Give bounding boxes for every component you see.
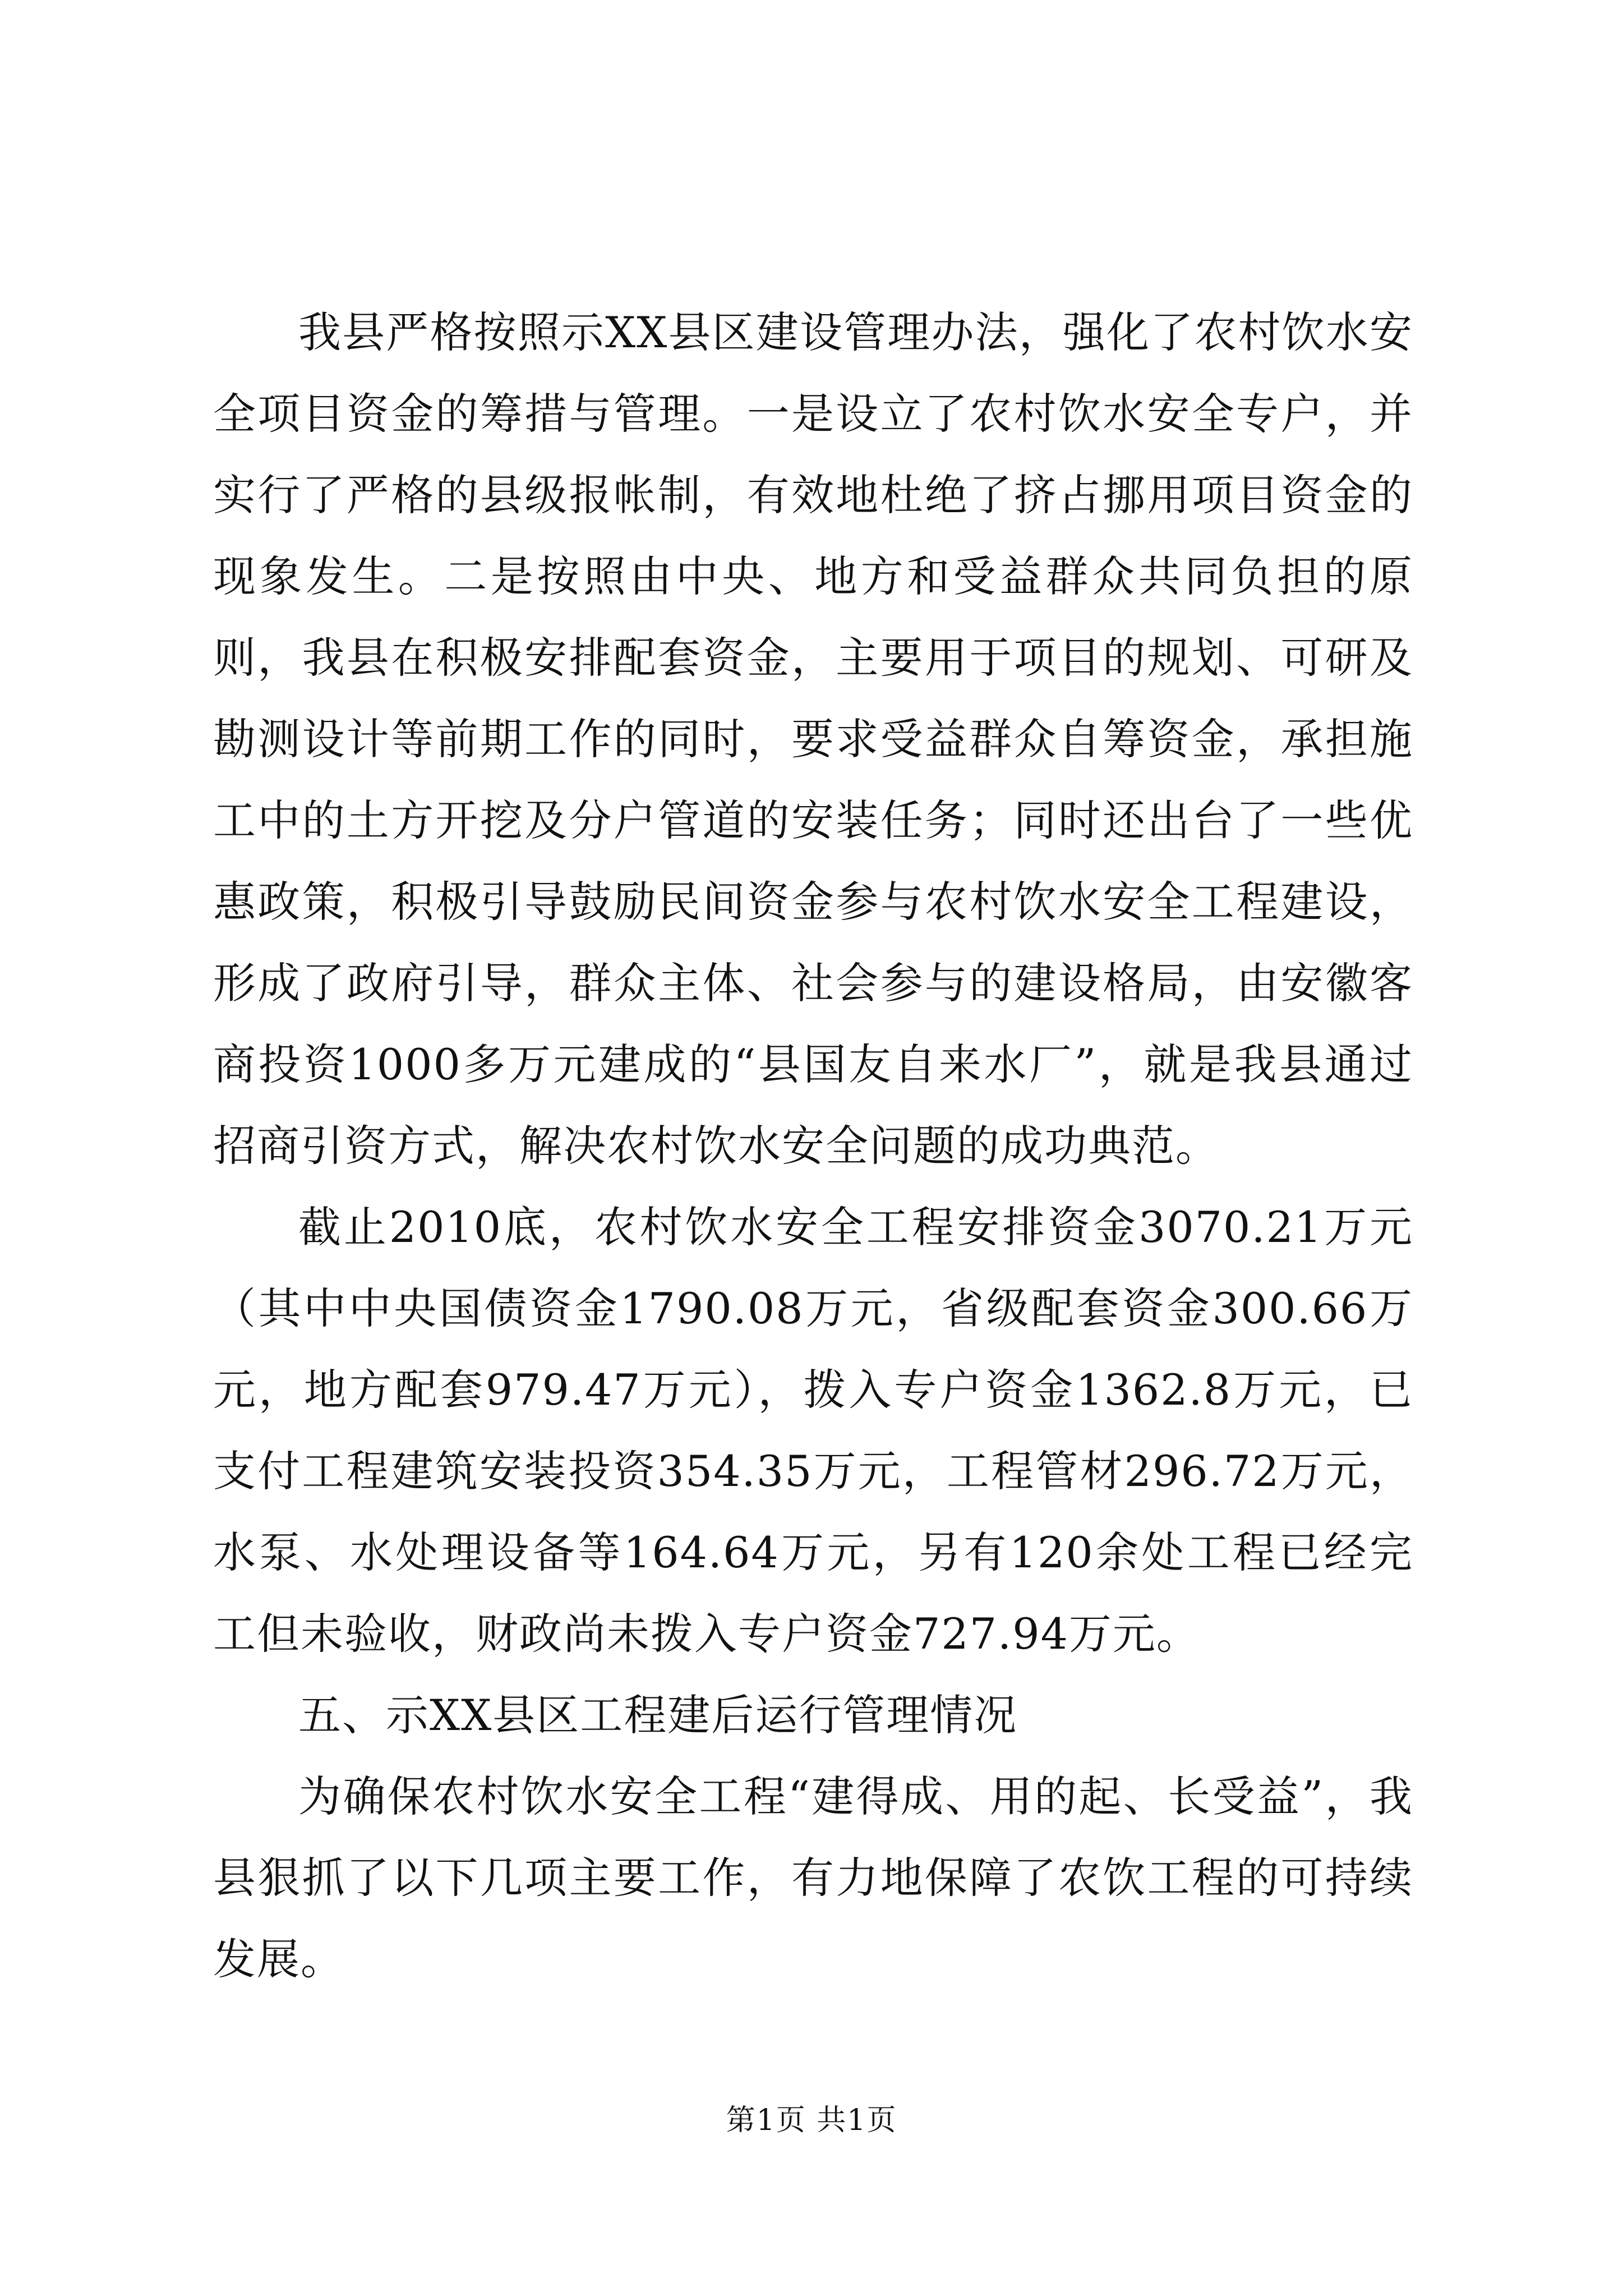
- document-body: [213, 292, 1413, 2000]
- section-heading: 五、示XX县区工程建后运行管理情况: [298, 1690, 1018, 1740]
- paragraph-funding-management: 我县严格按照示XX县区建设管理办法，强化了农村饮水安全项目资金的筹措与管理。一是设立了农村饮水安全专户，并实行了严格的县级报帐制，有效地杜绝了挤占挪用项目资金的现象发生。二是按照由中央、地方和受益群众共同负担的原则，我县在积极安排配套资金，主要用于项目的规划、可研及勘测设计等前期工作的同时，要求受益群众自筹资金，承担施工中的土方开挖及分户管道的安装任务；同时还出台了一些优惠政策，积极引导鼓励民间资金参与农村饮水安全工程建设，形成了政府引导，群众主体、社会参与的建设格局，由安徽客商投资1000多万元建成的“县国友自来水厂”，就是我县通过招商引资方式，解决农村饮水安全问题的成功典范。: [213, 307, 1413, 1171]
- paragraph-funding-status: 截止2010底，农村饮水安全工程安排资金3070.21万元（其中中央国债资金1790.08万元，省级配套资金300.66万元，地方配套979.47万元），拨入专户资金1362.8万元，已支付工程建筑安装投资354.35万元，工程管材296.72万元，水泵、水处理设备等164.64万元，另有120余处工程已经完工但未验收，财政尚未拨入专户资金727.94万元。: [213, 1202, 1413, 1659]
- page-footer: 第1页 共1页: [726, 2104, 897, 2137]
- paragraph-operation-management: 为确保农村饮水安全工程“建得成、用的起、长受益”，我县狠抓了以下几项主要工作，有力地保障了农饮工程的可持续发展。: [213, 1772, 1413, 1984]
